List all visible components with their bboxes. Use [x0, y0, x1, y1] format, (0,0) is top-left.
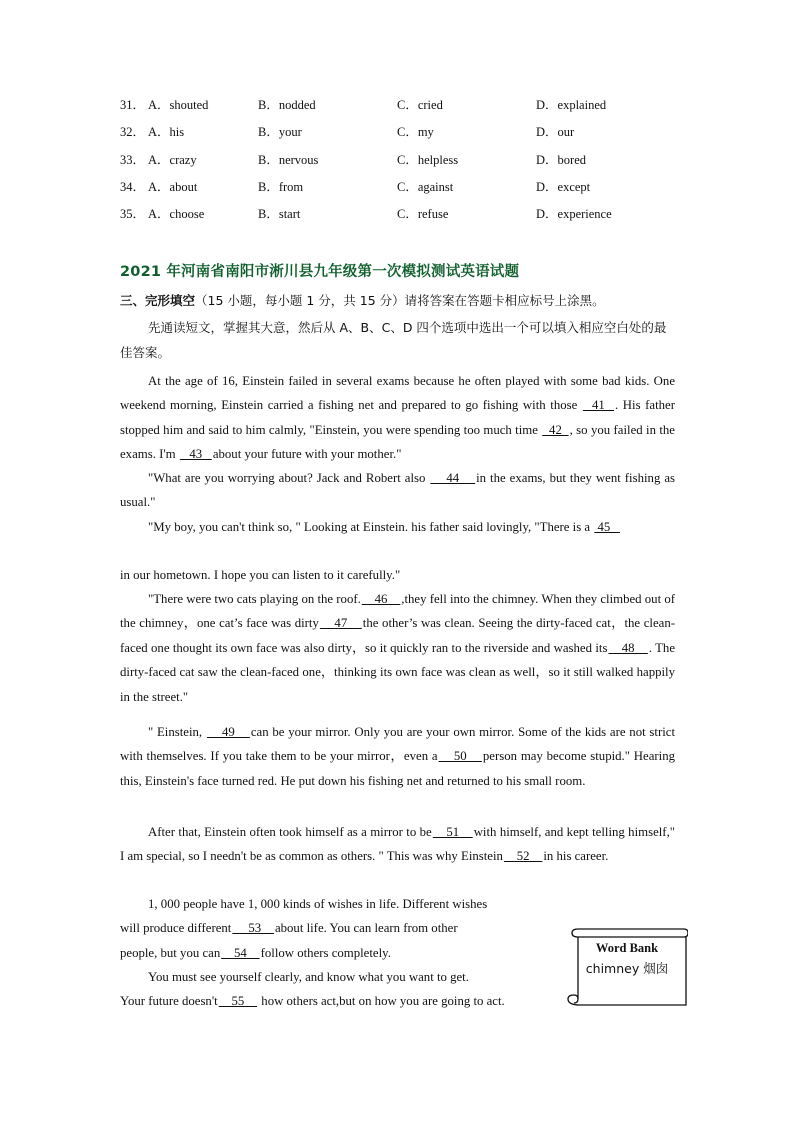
- passage-text: "My boy, you can't think so, " Looking at Einstein. his father said lovingly, "There is a: [148, 520, 594, 534]
- blank-42: 42: [542, 422, 569, 437]
- blank-45: 45: [594, 520, 620, 534]
- option-c: C．refuse: [397, 207, 449, 222]
- passage-text: about your future with your mother.": [212, 447, 402, 462]
- question-number: 34．: [120, 179, 146, 194]
- passage-text: Your future doesn't: [120, 994, 218, 1009]
- option-row-34: [120, 177, 680, 204]
- section-label: 三、完形填空: [120, 293, 196, 308]
- section-header: [120, 291, 605, 309]
- passage-paragraph-5: [120, 720, 675, 793]
- option-b: B．your: [258, 125, 302, 140]
- blank-44: 44: [430, 471, 476, 485]
- option-c: C．my: [397, 125, 434, 140]
- blank-48: 48: [608, 640, 648, 655]
- section-note: （15 小题，每小题 1 分，共 15 分）请将答案在答题卡相应标号上涂黑。: [195, 293, 605, 308]
- passage-text: about life. You can learn from other: [274, 921, 458, 936]
- word-bank-scroll: [566, 925, 688, 1005]
- option-d: D．explained: [536, 98, 607, 112]
- blank-41: 41: [582, 398, 614, 413]
- blank-49: 49: [206, 725, 250, 739]
- passage-text: " Einstein,: [148, 725, 206, 739]
- passage-text: with himself, and kept telling himself," I am special, so I needn't be as common as others. " This was why Einstein: [120, 825, 675, 864]
- passage-line: You must see yourself clearly, and know what you want to get.: [148, 970, 469, 984]
- blank-50: 50: [438, 749, 482, 764]
- word-bank-title: Word Bank: [595, 941, 659, 955]
- option-row-35: [120, 204, 680, 231]
- blank-43: 43: [179, 447, 212, 462]
- passage-text: . The dirty-faced cat saw the clean-faced one，thinking its own face was clean as well，so it still walked happily in the street.": [120, 640, 675, 704]
- option-d: D．our: [536, 125, 575, 140]
- word-bank-entry: chimney 烟囱: [585, 961, 669, 976]
- passage-text: will produce different: [120, 921, 232, 936]
- question-number: 31．: [120, 98, 146, 112]
- instruction-text: 先通读短文，掌握其大意，然后从 A、B、C、D 四个选项中选出一个可以填入相应空白处的最佳答案。: [120, 320, 667, 360]
- passage-paragraph-3: [120, 515, 675, 539]
- option-b: B．start: [258, 207, 301, 222]
- passage-text: follow others completely.: [260, 945, 391, 960]
- blank-52: 52: [503, 849, 543, 864]
- passage-text: can be your mirror. Only you are your own mirror. Some of the kids are not strict with themselves. If you take them to be your mirror，even a: [120, 725, 676, 764]
- passage-paragraph-3-continued: in our hometown. I hope you can listen to it carefully.": [120, 568, 401, 582]
- option-row-32: [120, 122, 680, 149]
- passage-text: . His father stopped him and said to him calmly, "Einstein, you were spending too much time: [120, 398, 675, 437]
- option-b: B．from: [258, 179, 304, 194]
- blank-51: 51: [432, 825, 473, 839]
- option-a: A．crazy: [148, 152, 197, 167]
- passage-text: ,they fell into the chimney. When they climbed out of the chimney，one cat’s face was dirty: [120, 592, 676, 631]
- option-b: B．nodded: [258, 98, 316, 112]
- passage-line: [120, 916, 540, 940]
- passage-text: At the age of 16, Einstein failed in several exams because he often played with some bad kids. One weekend morning, Einstein carried a fishing net and prepared to go fishing with those: [120, 374, 675, 413]
- passage-line: [120, 941, 540, 965]
- option-d: D．except: [536, 179, 591, 194]
- passage-text: the other’s was clean. Seeing the dirty-faced cat，the clean-faced one thought its own face was also dirty，so it quickly ran to the riverside and washed its: [120, 616, 675, 655]
- question-number: 33．: [120, 152, 146, 167]
- passage-line: [120, 989, 560, 1013]
- question-number: 35．: [120, 207, 146, 222]
- passage-text: in the exams, but they went fishing as usual.": [120, 471, 676, 510]
- exam-title: 2021 年河南省南阳市淅川县九年级第一次模拟测试英语试题: [120, 264, 520, 280]
- option-a: A．shouted: [148, 98, 209, 112]
- passage-text: people, but you can: [120, 945, 221, 960]
- passage-text: "What are you worrying about? Jack and Robert also: [148, 471, 430, 485]
- passage-paragraph-8: [120, 965, 560, 1014]
- option-b: B．nervous: [258, 152, 319, 167]
- option-d: D．experience: [536, 207, 612, 222]
- passage-paragraph-4: [120, 587, 675, 709]
- option-row-31: [120, 95, 680, 122]
- passage-paragraph-2: [120, 466, 675, 515]
- blank-54: 54: [221, 945, 260, 960]
- option-c: C．cried: [397, 98, 443, 112]
- option-c: C．against: [397, 179, 454, 194]
- passage-text: , so you failed in the exams. I'm: [120, 422, 675, 462]
- blank-53: 53: [232, 921, 274, 936]
- passage-text: in his career.: [543, 849, 609, 864]
- blank-47: 47: [319, 616, 362, 631]
- option-c: C．helpless: [397, 152, 459, 167]
- option-row-33: [120, 150, 680, 177]
- blank-46: 46: [361, 592, 401, 606]
- option-d: D．bored: [536, 152, 586, 167]
- passage-text: how others act,but on how you are going to act.: [258, 994, 505, 1009]
- answer-options-31-35: [120, 95, 680, 231]
- passage-text: After that, Einstein often took himself as a mirror to be: [148, 825, 432, 839]
- passage-text: person may become stupid." Hearing this, Einstein's face turned red. He put down his fishing net and returned to his small room.: [120, 749, 675, 788]
- passage-text: "There were two cats playing on the roof.: [148, 592, 361, 606]
- option-a: A．about: [148, 179, 198, 194]
- passage-paragraph-6: [120, 820, 675, 869]
- question-number: 32．: [120, 125, 146, 140]
- passage-line: 1, 000 people have 1, 000 kinds of wishes in life. Different wishes: [148, 897, 488, 911]
- option-a: A．his: [148, 125, 185, 140]
- option-a: A．choose: [148, 207, 205, 222]
- passage-paragraph-1: [120, 369, 675, 467]
- passage-paragraph-7: [120, 892, 540, 965]
- blank-55: 55: [218, 994, 258, 1009]
